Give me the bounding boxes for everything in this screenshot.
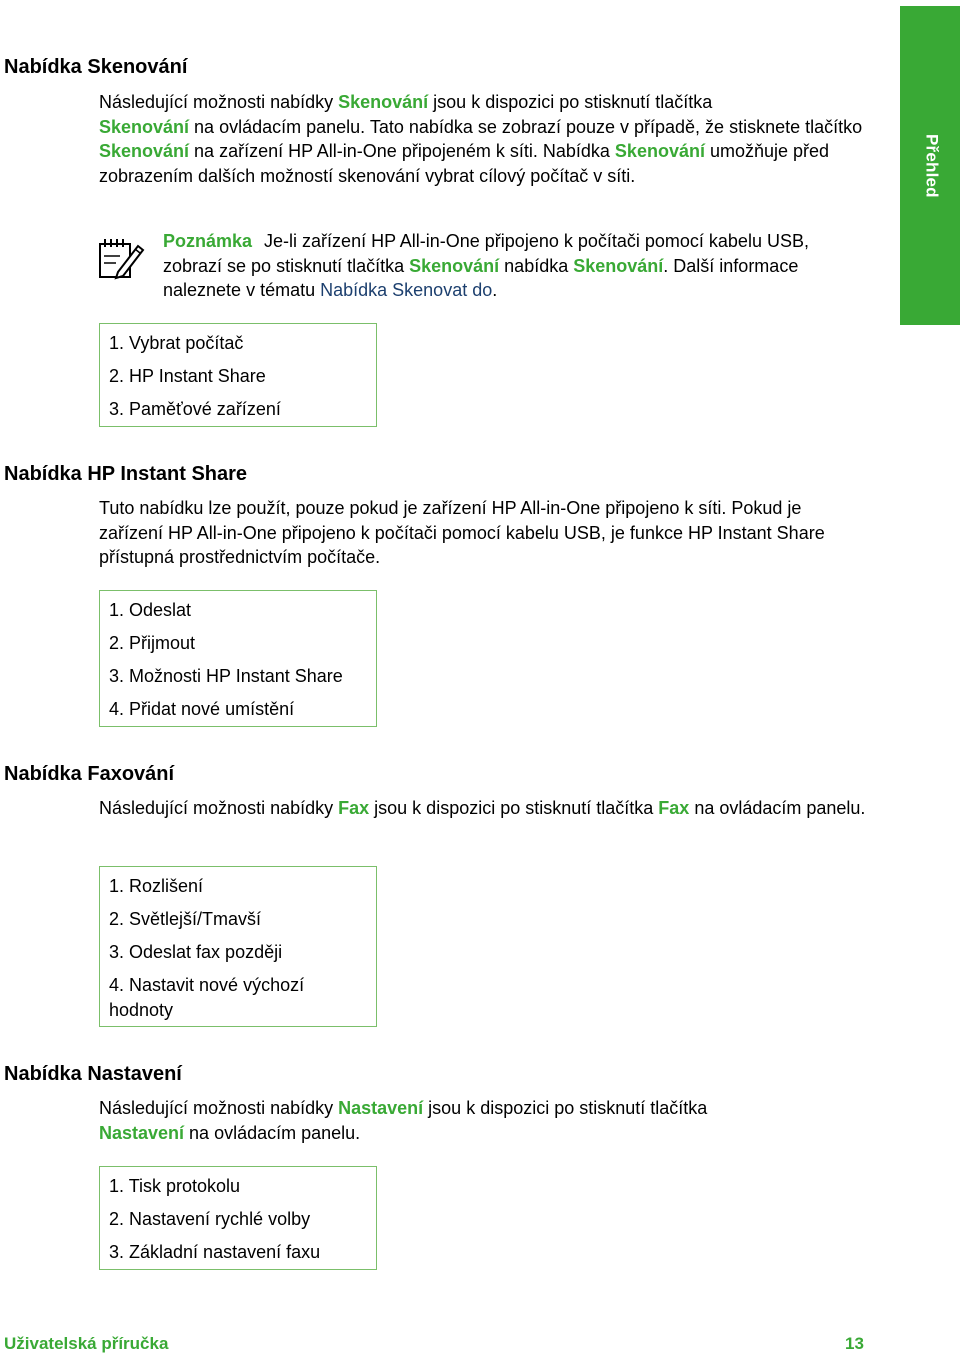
menu-item: 2. Nastavení rychlé volby [109,1209,311,1229]
setup-menu-box [99,1166,377,1270]
footer-title: Uživatelská příručka [4,1334,169,1353]
fax-intro: Následující možnosti nabídky Fax jsou k dispozici po stisknutí tlačítka Fax na ovládacím panelu. [99,798,866,818]
menu-item: 1. Odeslat [109,600,192,620]
scan-intro: Následující možnosti nabídky Skenování jsou k dispozici po stisknutí tlačítka Skenování na ovládacím panelu. Tato nabídka se zobrazí pouze v případě, že stisknete tlačítko Skenování na zařízení HP All-in-One připojeném k síti. Nabídka Skenování umožňuje před zobrazením dalších možností skenování vybrat cílový počítač v síti. [99,92,863,186]
note-label: Poznámka [163,231,253,251]
note-pencil-icon [98,236,146,280]
share-text: Tuto nabídku lze použít, pouze pokud je zařízení HP All-in-One připojeno k síti. Pokud je zařízení HP All-in-One připojeno k počítači pomocí kabelu USB, je funkce HP Instant Share přístupná prostřednictvím počítače. [99,498,825,567]
note-link-scan-to[interactable]: Nabídka Skenovat do [320,280,493,300]
menu-item: 1. Rozlišení [109,876,204,896]
menu-item: 2. Světlejší/Tmavší [109,909,262,929]
setup-intro: Následující možnosti nabídky Nastavení jsou k dispozici po stisknutí tlačítka Nastavení na ovládacím panelu. [99,1098,708,1143]
page-number: 13 [845,1334,864,1353]
menu-item: 3. Paměťové zařízení [109,399,281,419]
menu-item: 1. Tisk protokolu [109,1176,241,1196]
share-menu-box [99,590,377,727]
scan-menu-box [99,323,377,427]
menu-item: 4. Nastavit nové výchozí hodnoty [109,975,305,1020]
fax-menu-box [99,866,377,1027]
menu-item: 4. Přidat nové umístění [109,699,295,719]
share-heading: Nabídka HP Instant Share [4,463,248,485]
menu-item: 3. Možnosti HP Instant Share [109,666,343,686]
menu-item: 3. Odeslat fax později [109,942,283,962]
menu-item: 2. Přijmout [109,633,196,653]
fax-heading: Nabídka Faxování [4,763,175,785]
side-tab [900,6,960,325]
scan-note: Poznámka Je-li zařízení HP All-in-One připojeno k počítači pomocí kabelu USB, zobrazí se po stisknutí tlačítka Skenování nabídka Skenování. Další informace naleznete v tématu Nabídka Skenovat do. [163,231,809,300]
menu-item: 3. Základní nastavení faxu [109,1242,321,1262]
menu-item: 1. Vybrat počítač [109,333,244,353]
menu-item: 2. HP Instant Share [109,366,266,386]
scan-heading: Nabídka Skenování [4,56,188,78]
setup-heading: Nabídka Nastavení [4,1063,182,1085]
side-tab-label: Přehled [922,134,942,198]
